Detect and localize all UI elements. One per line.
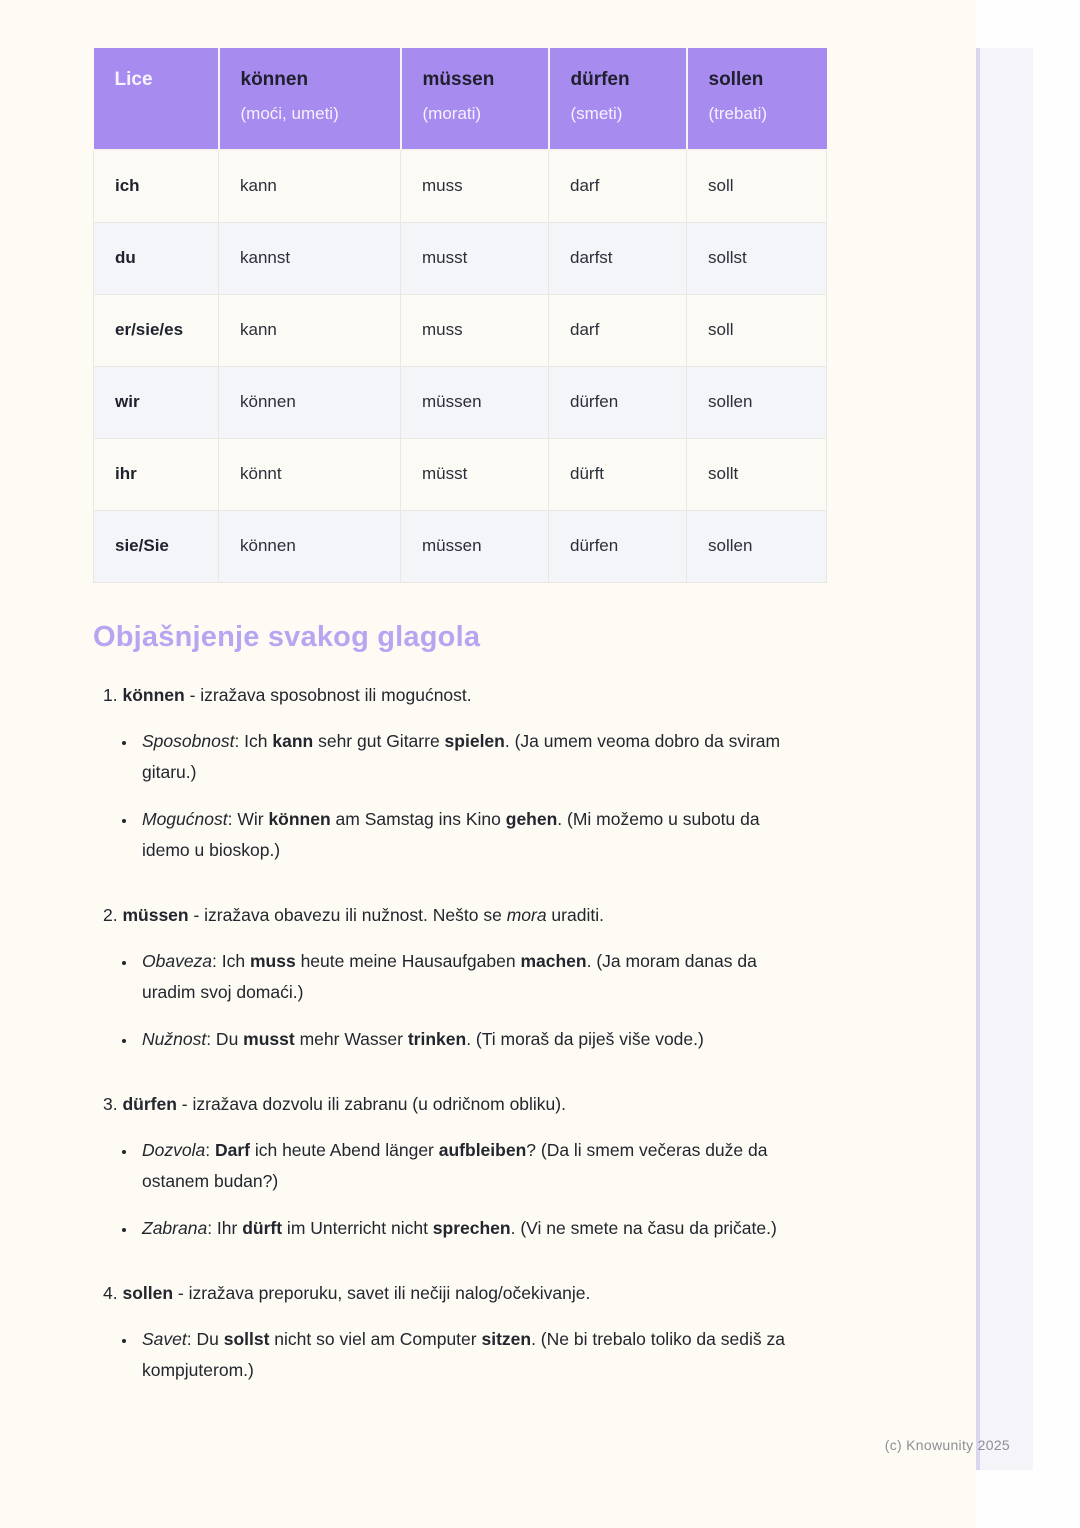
conjugation-cell: dürfen [549, 510, 687, 582]
conjugation-cell: musst [401, 222, 549, 294]
pronoun-cell: ich [94, 150, 219, 222]
conjugation-cell: könnt [219, 438, 401, 510]
column-subtitle: (trebati) [708, 104, 768, 123]
explanation-item-duerfen [93, 1089, 976, 1244]
pronoun-cell: er/sie/es [94, 294, 219, 366]
table-header-cell-koennen [219, 48, 401, 150]
column-title: müssen [422, 69, 495, 90]
table-header-cell-sollen [687, 48, 827, 150]
column-subtitle: (moći, umeti) [240, 104, 339, 123]
conjugation-cell: sollt [687, 438, 827, 510]
conjugation-cell: dürfen [549, 366, 687, 438]
column-title: dürfen [570, 69, 630, 90]
column-title: Lice [114, 69, 153, 90]
pronoun-cell: sie/Sie [94, 510, 219, 582]
conjugation-cell: soll [687, 150, 827, 222]
conjugation-cell: darf [549, 294, 687, 366]
conjugation-cell: sollen [687, 366, 827, 438]
section-heading: Objašnjenje svakog glagola [93, 620, 481, 653]
table-row [94, 510, 827, 582]
explanation-item-muessen [93, 900, 976, 1055]
footer-credit: (c) Knowunity 2025 [884, 1437, 1010, 1453]
column-subtitle: (smeti) [570, 104, 623, 123]
table-header-cell-muessen [401, 48, 549, 150]
conjugation-cell: sollst [687, 222, 827, 294]
conjugation-cell: darf [549, 150, 687, 222]
table-row [94, 294, 827, 366]
explanation-item-sollen [93, 1278, 976, 1386]
item-lead: 1. können - izražava sposobnost ili mogućnost. [103, 684, 472, 705]
bullet-text: Dozvola: Darf ich heute Abend länger aufbleiben? (Da li smem večeras duže da ostanem budan?) [142, 1139, 768, 1191]
column-title: können [240, 69, 309, 90]
conjugation-cell: kannst [219, 222, 401, 294]
conjugation-cell: müssen [401, 366, 549, 438]
pronoun-cell: wir [94, 366, 219, 438]
item-bullet-list [103, 946, 976, 1055]
conjugation-table [93, 48, 827, 583]
conjugation-cell: kann [219, 294, 401, 366]
bullet-text: Savet: Du sollst nicht so viel am Computer sitzen. (Ne bi trebalo toliko da sediš za kompjuterom.) [142, 1328, 785, 1380]
table-row [94, 150, 827, 222]
bullet-item [137, 726, 802, 788]
bullet-item [137, 1324, 802, 1386]
bullet-text: Nužnost: Du musst mehr Wasser trinken. (Ti moraš da piješ više vode.) [142, 1028, 704, 1049]
bullet-text: Zabrana: Ihr dürft im Unterricht nicht sprechen. (Vi ne smete na času da pričate.) [142, 1217, 777, 1238]
bullet-item [137, 1024, 802, 1055]
table-row [94, 438, 827, 510]
item-lead: 4. sollen - izražava preporuku, savet ili nečiji nalog/očekivanje. [103, 1282, 591, 1303]
table-header-cell-duerfen [549, 48, 687, 150]
right-page-edge [980, 48, 1033, 1470]
conjugation-cell: darfst [549, 222, 687, 294]
pronoun-cell: du [94, 222, 219, 294]
column-title: sollen [708, 69, 764, 90]
table-row [94, 222, 827, 294]
bullet-item [137, 1213, 802, 1244]
item-bullet-list [103, 1324, 976, 1386]
bullet-text: Mogućnost: Wir können am Samstag ins Kino gehen. (Mi možemo u subotu da idemo u bioskop.) [142, 808, 760, 860]
table-row [94, 366, 827, 438]
table-header-cell-lice [94, 48, 219, 150]
conjugation-cell: können [219, 366, 401, 438]
bullet-item [137, 1135, 802, 1197]
bullet-text: Sposobnost: Ich kann sehr gut Gitarre spielen. (Ja umem veoma dobro da sviram gitaru.) [142, 730, 781, 782]
table-header-row [94, 48, 827, 150]
item-bullet-list [103, 1135, 976, 1244]
item-lead: 3. dürfen - izražava dozvolu ili zabranu (u odričnom obliku). [103, 1093, 566, 1114]
column-subtitle: (morati) [422, 104, 482, 123]
explanation-item-koennen [93, 680, 976, 866]
conjugation-cell: müssen [401, 510, 549, 582]
bullet-item [137, 804, 802, 866]
conjugation-cell: muss [401, 294, 549, 366]
conjugation-cell: müsst [401, 438, 549, 510]
pronoun-cell: ihr [94, 438, 219, 510]
conjugation-cell: dürft [549, 438, 687, 510]
bullet-item [137, 946, 802, 1008]
conjugation-cell: können [219, 510, 401, 582]
conjugation-cell: sollen [687, 510, 827, 582]
conjugation-cell: soll [687, 294, 827, 366]
item-bullet-list [103, 726, 976, 866]
bullet-text: Obaveza: Ich muss heute meine Hausaufgaben machen. (Ja moram danas da uradim svoj domaći.) [142, 950, 757, 1002]
item-lead: 2. müssen - izražava obavezu ili nužnost. Nešto se mora uraditi. [103, 904, 604, 925]
conjugation-cell: kann [219, 150, 401, 222]
conjugation-cell: muss [401, 150, 549, 222]
